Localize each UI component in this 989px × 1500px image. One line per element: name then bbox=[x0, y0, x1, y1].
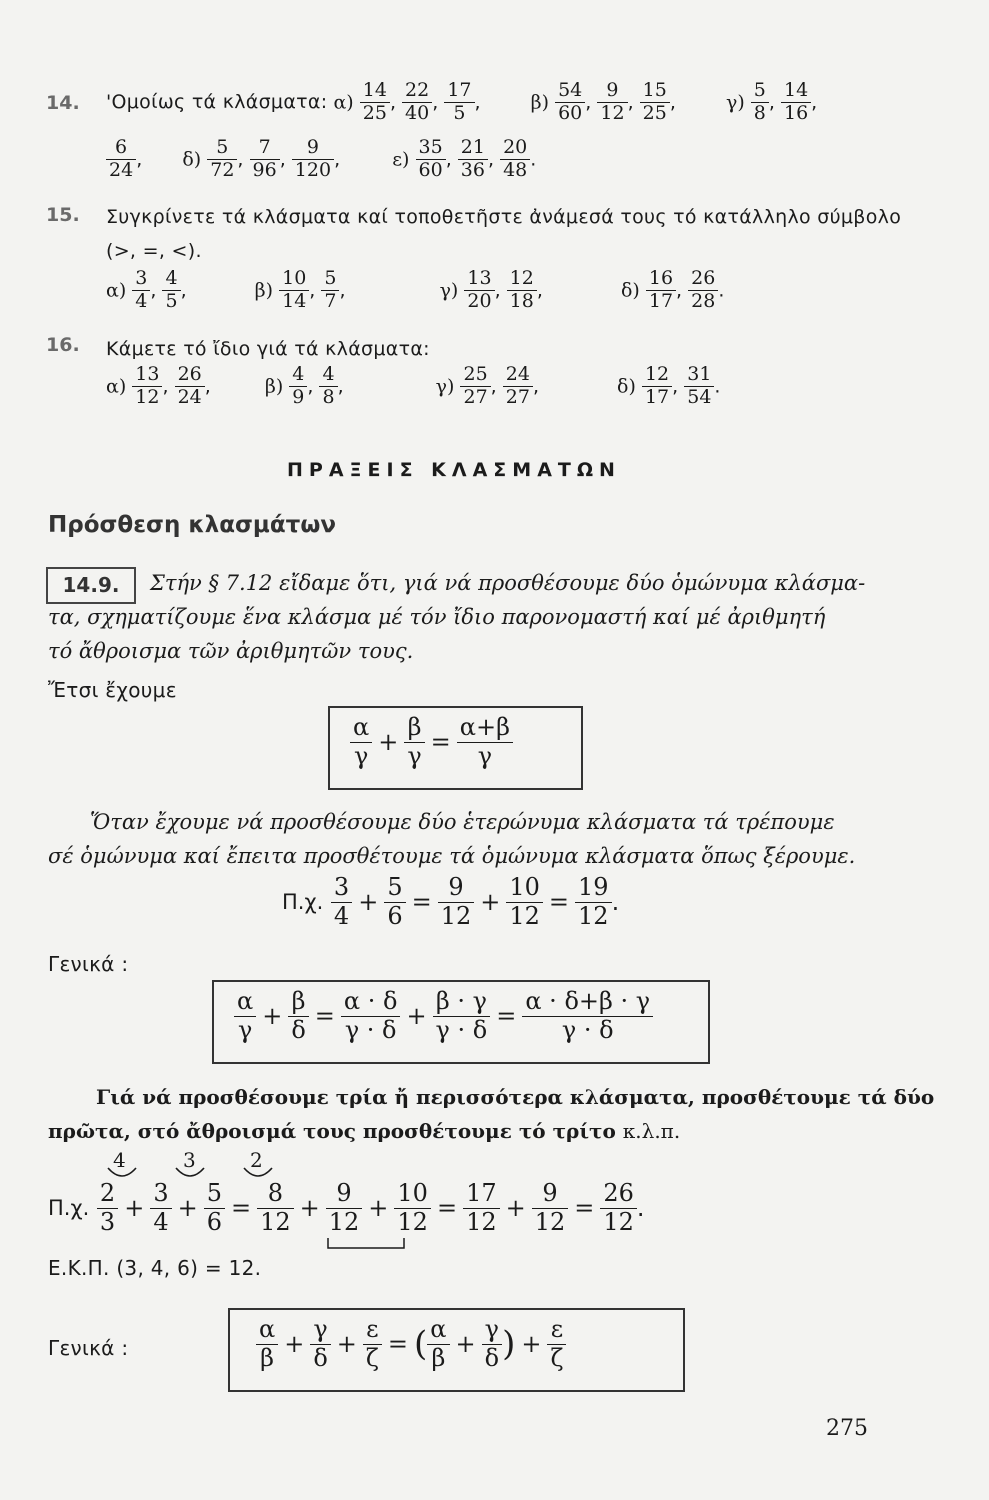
multiplier-3: 2 bbox=[250, 1148, 263, 1172]
exercise-15-text: Συγκρίνετε τά κλάσματα καί τοποθετῆστε ἀνάμεσά τους τό κατάλληλο σύμβολο bbox=[106, 206, 902, 228]
example-2-frac-3: $\frac{5}{6}$ bbox=[204, 1180, 225, 1236]
formula-3-frac-4: $\frac{\alpha}{\beta}$ bbox=[427, 1316, 449, 1372]
fraction-17-over-5: $\frac{17}{5}$ bbox=[444, 80, 474, 125]
example-2-frac-4: $\frac{8}{12}$ bbox=[257, 1180, 294, 1236]
fraction-6-over-24: $\frac{6}{24}$ bbox=[106, 137, 136, 182]
exercise-number-15: 15. bbox=[46, 204, 80, 226]
example-2-label: Π.χ. bbox=[48, 1196, 90, 1221]
fraction-26-over-24: $\frac{26}{24}$ bbox=[175, 364, 205, 409]
exercise-16-items bbox=[106, 364, 720, 409]
example-2-frac-7: $\frac{17}{12}$ bbox=[463, 1180, 500, 1236]
exercise-15-items bbox=[106, 268, 724, 313]
chapter-title: ΠΡΑΞΕΙΣ ΚΛΑΣΜΑΤΩΝ bbox=[287, 459, 621, 481]
fraction-24-over-27: $\frac{24}{27}$ bbox=[503, 364, 533, 409]
section-title: Πρόσθεση κλασμάτων bbox=[48, 512, 336, 538]
etsi-text: Ἔτσι ἔχουμε bbox=[48, 678, 177, 702]
fraction-14-over-16: $\frac{14}{16}$ bbox=[781, 80, 811, 125]
fraction-4-over-9: $\frac{4}{9}$ bbox=[289, 364, 307, 409]
page-number: 275 bbox=[826, 1416, 868, 1441]
example-1-frac-2: $\frac{5}{6}$ bbox=[384, 874, 405, 930]
paragraph-number-box bbox=[46, 567, 136, 604]
fraction-25-over-27: $\frac{25}{27}$ bbox=[460, 364, 490, 409]
fraction-21-over-36: $\frac{21}{36}$ bbox=[458, 137, 488, 182]
fraction-sum-over-g: $\frac{\alpha+\beta}{\gamma}$ bbox=[457, 714, 513, 770]
fraction-13-over-20: $\frac{13}{20}$ bbox=[464, 268, 494, 313]
exercise-14-item-c-cont: $\frac{6}{24}$ , bbox=[106, 148, 142, 170]
fraction-54-over-60: $\frac{54}{60}$ bbox=[555, 80, 585, 125]
example-2-frac-2: $\frac{3}{4}$ bbox=[150, 1180, 171, 1236]
fraction-4-over-8: $\frac{4}{8}$ bbox=[319, 364, 337, 409]
paragraph-number: 14.9. bbox=[62, 573, 120, 597]
formula-2-frac-2: $\frac{\beta}{\delta}$ bbox=[288, 988, 308, 1044]
example-2-frac-8: $\frac{9}{12}$ bbox=[532, 1180, 569, 1236]
example-1-frac-4: $\frac{10}{12}$ bbox=[506, 874, 543, 930]
example-1-frac-3: $\frac{9}{12}$ bbox=[438, 874, 475, 930]
exercise-14-item-a: α) $\frac{14}{25}$ , $\frac{22}{40}$ , $\frac{17}{5}$ , bbox=[333, 79, 481, 124]
genika-label-1: Γενικά : bbox=[48, 952, 129, 976]
fraction-15-over-25: $\frac{15}{25}$ bbox=[640, 80, 670, 125]
example-2-frac-6: $\frac{10}{12}$ bbox=[394, 1180, 431, 1236]
multiplier-1: 4 bbox=[113, 1148, 126, 1172]
rule-three-fractions-line2: πρῶτα, στό ἄθροισμά τους προσθέτουμε τό τρίτο κ.λ.π. bbox=[48, 1119, 681, 1143]
exercise-14-item-b: β) $\frac{54}{60}$ , $\frac{9}{12}$ , $\frac{15}{25}$ , bbox=[530, 79, 676, 124]
rule-three-fractions-line1: Γιά νά προσθέσουμε τρία ἤ περισσότερα κλάσματα, προσθέτουμε τά δύο bbox=[96, 1085, 935, 1109]
fraction-4-over-5: $\frac{4}{5}$ bbox=[162, 268, 180, 313]
formula-2-frac-1: $\frac{\alpha}{\gamma}$ bbox=[234, 988, 256, 1044]
example-1-frac-5: $\frac{19}{12}$ bbox=[575, 874, 612, 930]
paragraph-14-9-line2: τα, σχηματίζουμε ἕνα κλάσμα μέ τόν ἴδιο παρονομαστή καί μέ ἀριθμητή bbox=[48, 605, 826, 629]
fraction-5-over-72: $\frac{5}{72}$ bbox=[207, 137, 237, 182]
multiplier-2: 3 bbox=[183, 1148, 196, 1172]
fraction-16-over-17: $\frac{16}{17}$ bbox=[646, 268, 676, 313]
fraction-10-over-14: $\frac{10}{14}$ bbox=[279, 268, 309, 313]
lcm-text: Ε.Κ.Π. (3, 4, 6) = 12. bbox=[48, 1256, 262, 1280]
fraction-9-over-120: $\frac{9}{120}$ bbox=[292, 137, 334, 182]
exercise-16-item-d: δ) $\frac{12}{17}$ , $\frac{31}{54}$ . bbox=[617, 363, 721, 408]
formula-3-frac-3: $\frac{\varepsilon}{\zeta}$ bbox=[363, 1316, 382, 1372]
genika-label-2: Γενικά : bbox=[48, 1336, 129, 1360]
fraction-31-over-54: $\frac{31}{54}$ bbox=[684, 364, 714, 409]
paragraph-14-9-line1: Στήν § 7.12 εἴδαμε ὅτι, γιά νά προσθέσουμε δύο ὁμώνυμα κλάσμα- bbox=[150, 571, 866, 595]
rule-different-denominators-line2: σέ ὁμώνυμα καί ἔπειτα προσθέτουμε τά ὁμώνυμα κλάσματα ὅπως ξέρουμε. bbox=[48, 844, 856, 868]
formula-3-frac-6: $\frac{\varepsilon}{\zeta}$ bbox=[547, 1316, 566, 1372]
exercise-number-14: 14. bbox=[46, 92, 80, 114]
fraction-a-over-g: $\frac{\alpha}{\gamma}$ bbox=[350, 714, 372, 770]
fraction-35-over-60: $\frac{35}{60}$ bbox=[416, 137, 446, 182]
fraction-3-over-4: $\frac{3}{4}$ bbox=[132, 268, 150, 313]
exercise-16-item-a: α) $\frac{13}{12}$ , $\frac{26}{24}$ , bbox=[106, 363, 211, 408]
exercise-15-item-a: α) $\frac{3}{4}$ , $\frac{4}{5}$ , bbox=[106, 267, 187, 312]
formula-2-frac-4: $\frac{\beta \cdot \gamma}{\gamma \cdot \delta}$ bbox=[433, 988, 491, 1044]
exercise-14-line1 bbox=[106, 80, 817, 125]
exercise-14-item-c: γ) $\frac{5}{8}$ , $\frac{14}{16}$ , bbox=[725, 79, 818, 124]
exercise-14-text: 'Ομοίως τά κλάσματα: bbox=[106, 90, 328, 113]
formula-box-general-two bbox=[212, 980, 710, 1064]
exercise-14-line2 bbox=[106, 137, 536, 182]
example-2 bbox=[48, 1180, 645, 1236]
exercise-16-item-b: β) $\frac{4}{9}$ , $\frac{4}{8}$ , bbox=[264, 363, 344, 408]
exercise-15-item-b: β) $\frac{10}{14}$ , $\frac{5}{7}$ , bbox=[254, 267, 346, 312]
fraction-14-over-25: $\frac{14}{25}$ bbox=[360, 80, 390, 125]
formula-3-frac-5: $\frac{\gamma}{\delta}$ bbox=[482, 1316, 502, 1372]
fraction-7-over-96: $\frac{7}{96}$ bbox=[250, 137, 280, 182]
sum-underbrace bbox=[326, 1236, 406, 1252]
exercise-16-item-c: γ) $\frac{25}{27}$ , $\frac{24}{27}$ , bbox=[435, 363, 539, 408]
fraction-26-over-28: $\frac{26}{28}$ bbox=[688, 268, 718, 313]
fraction-12-over-18: $\frac{12}{18}$ bbox=[507, 268, 537, 313]
fraction-20-over-48: $\frac{20}{48}$ bbox=[500, 137, 530, 182]
formula-3-frac-1: $\frac{\alpha}{\beta}$ bbox=[256, 1316, 278, 1372]
exercise-15-symbols: (>, =, <). bbox=[106, 240, 202, 262]
fraction-12-over-17: $\frac{12}{17}$ bbox=[642, 364, 672, 409]
formula-associative: $\frac{\alpha}{\beta}$ + $\frac{\gamma}{\delta}$ + $\frac{\varepsilon}{\zeta}$ = ( $\frac{\alpha}{\beta}$ + $\frac{\gamma}{\delta}$ ) + $\frac{\varepsilon}{\zeta}$ bbox=[256, 1316, 566, 1372]
exercise-14-item-e: ε) $\frac{35}{60}$ , $\frac{21}{36}$ , $\frac{20}{48}$ . bbox=[392, 136, 537, 181]
exercise-number-16: 16. bbox=[46, 334, 80, 356]
formula-box-associative bbox=[228, 1308, 685, 1392]
formula-2-frac-5: $\frac{\alpha \cdot \delta+\beta \cdot \gamma}{\gamma \cdot \delta}$ bbox=[522, 988, 653, 1044]
formula-3-frac-2: $\frac{\gamma}{\delta}$ bbox=[310, 1316, 330, 1372]
exercise-15-item-d: δ) $\frac{16}{17}$ , $\frac{26}{28}$ . bbox=[620, 267, 725, 312]
formula-2-frac-3: $\frac{\alpha \cdot \delta}{\gamma \cdot \delta}$ bbox=[341, 988, 401, 1044]
fraction-5-over-8: $\frac{5}{8}$ bbox=[751, 80, 769, 125]
exercise-15-item-c: γ) $\frac{13}{20}$ , $\frac{12}{18}$ , bbox=[439, 267, 543, 312]
formula-same-denominator: $\frac{\alpha}{\gamma}$ + $\frac{\beta}{\gamma}$ = $\frac{\alpha+\beta}{\gamma}$ bbox=[350, 714, 513, 770]
example-2-frac-1: $\frac{2}{3}$ bbox=[97, 1180, 118, 1236]
fraction-13-over-12: $\frac{13}{12}$ bbox=[132, 364, 162, 409]
example-1-label: Π.χ. bbox=[282, 890, 324, 915]
example-1: Π.χ. $\frac{3}{4}$ + $\frac{5}{6}$ = $\frac{9}{12}$ + $\frac{10}{12}$ = $\frac{19}{12}$ . bbox=[282, 873, 620, 930]
fraction-b-over-g: $\frac{\beta}{\gamma}$ bbox=[404, 714, 424, 770]
example-2-frac-5: $\frac{9}{12}$ bbox=[326, 1180, 363, 1236]
formula-box-same-denominator bbox=[328, 706, 583, 790]
example-2-fractions: $\frac{2}{3}$ + $\frac{3}{4}$ + $\frac{5}{6}$ = $\frac{8}{12}$ + $\frac{9}{12}$ + $\frac{10}{12}$ = $\frac{17}{12}$ + $\frac{9}{12}$ = $\frac{26}{12}$ . bbox=[97, 1193, 645, 1221]
rule-different-denominators-line1: Ὅταν ἔχουμε νά προσθέσουμε δύο ἑτερώνυμα κλάσματα τά τρέπουμε bbox=[90, 810, 835, 834]
example-2-frac-9: $\frac{26}{12}$ bbox=[600, 1180, 637, 1236]
formula-general-two: $\frac{\alpha}{\gamma}$ + $\frac{\beta}{\delta}$ = $\frac{\alpha \cdot \delta}{\gamma \cdot \delta}$ + $\frac{\beta \cdot \gamma}{\gamma \cdot \delta}$ = $\frac{\alpha \cdot \delta+\beta \cdot \gamma}{\gamma \cdot \delta}$ bbox=[234, 988, 653, 1044]
fraction-9-over-12: $\frac{9}{12}$ bbox=[597, 80, 627, 125]
example-1-frac-1: $\frac{3}{4}$ bbox=[331, 874, 352, 930]
paragraph-14-9-line3: τό ἄθροισμα τῶν ἀριθμητῶν τους. bbox=[48, 639, 414, 663]
fraction-5-over-7: $\frac{5}{7}$ bbox=[321, 268, 339, 313]
fraction-22-over-40: $\frac{22}{40}$ bbox=[402, 80, 432, 125]
exercise-16-text: Κάμετε τό ἴδιο γιά τά κλάσματα: bbox=[106, 338, 430, 360]
exercise-14-item-d: δ) $\frac{5}{72}$ , $\frac{7}{96}$ , $\frac{9}{120}$ , bbox=[182, 136, 341, 181]
